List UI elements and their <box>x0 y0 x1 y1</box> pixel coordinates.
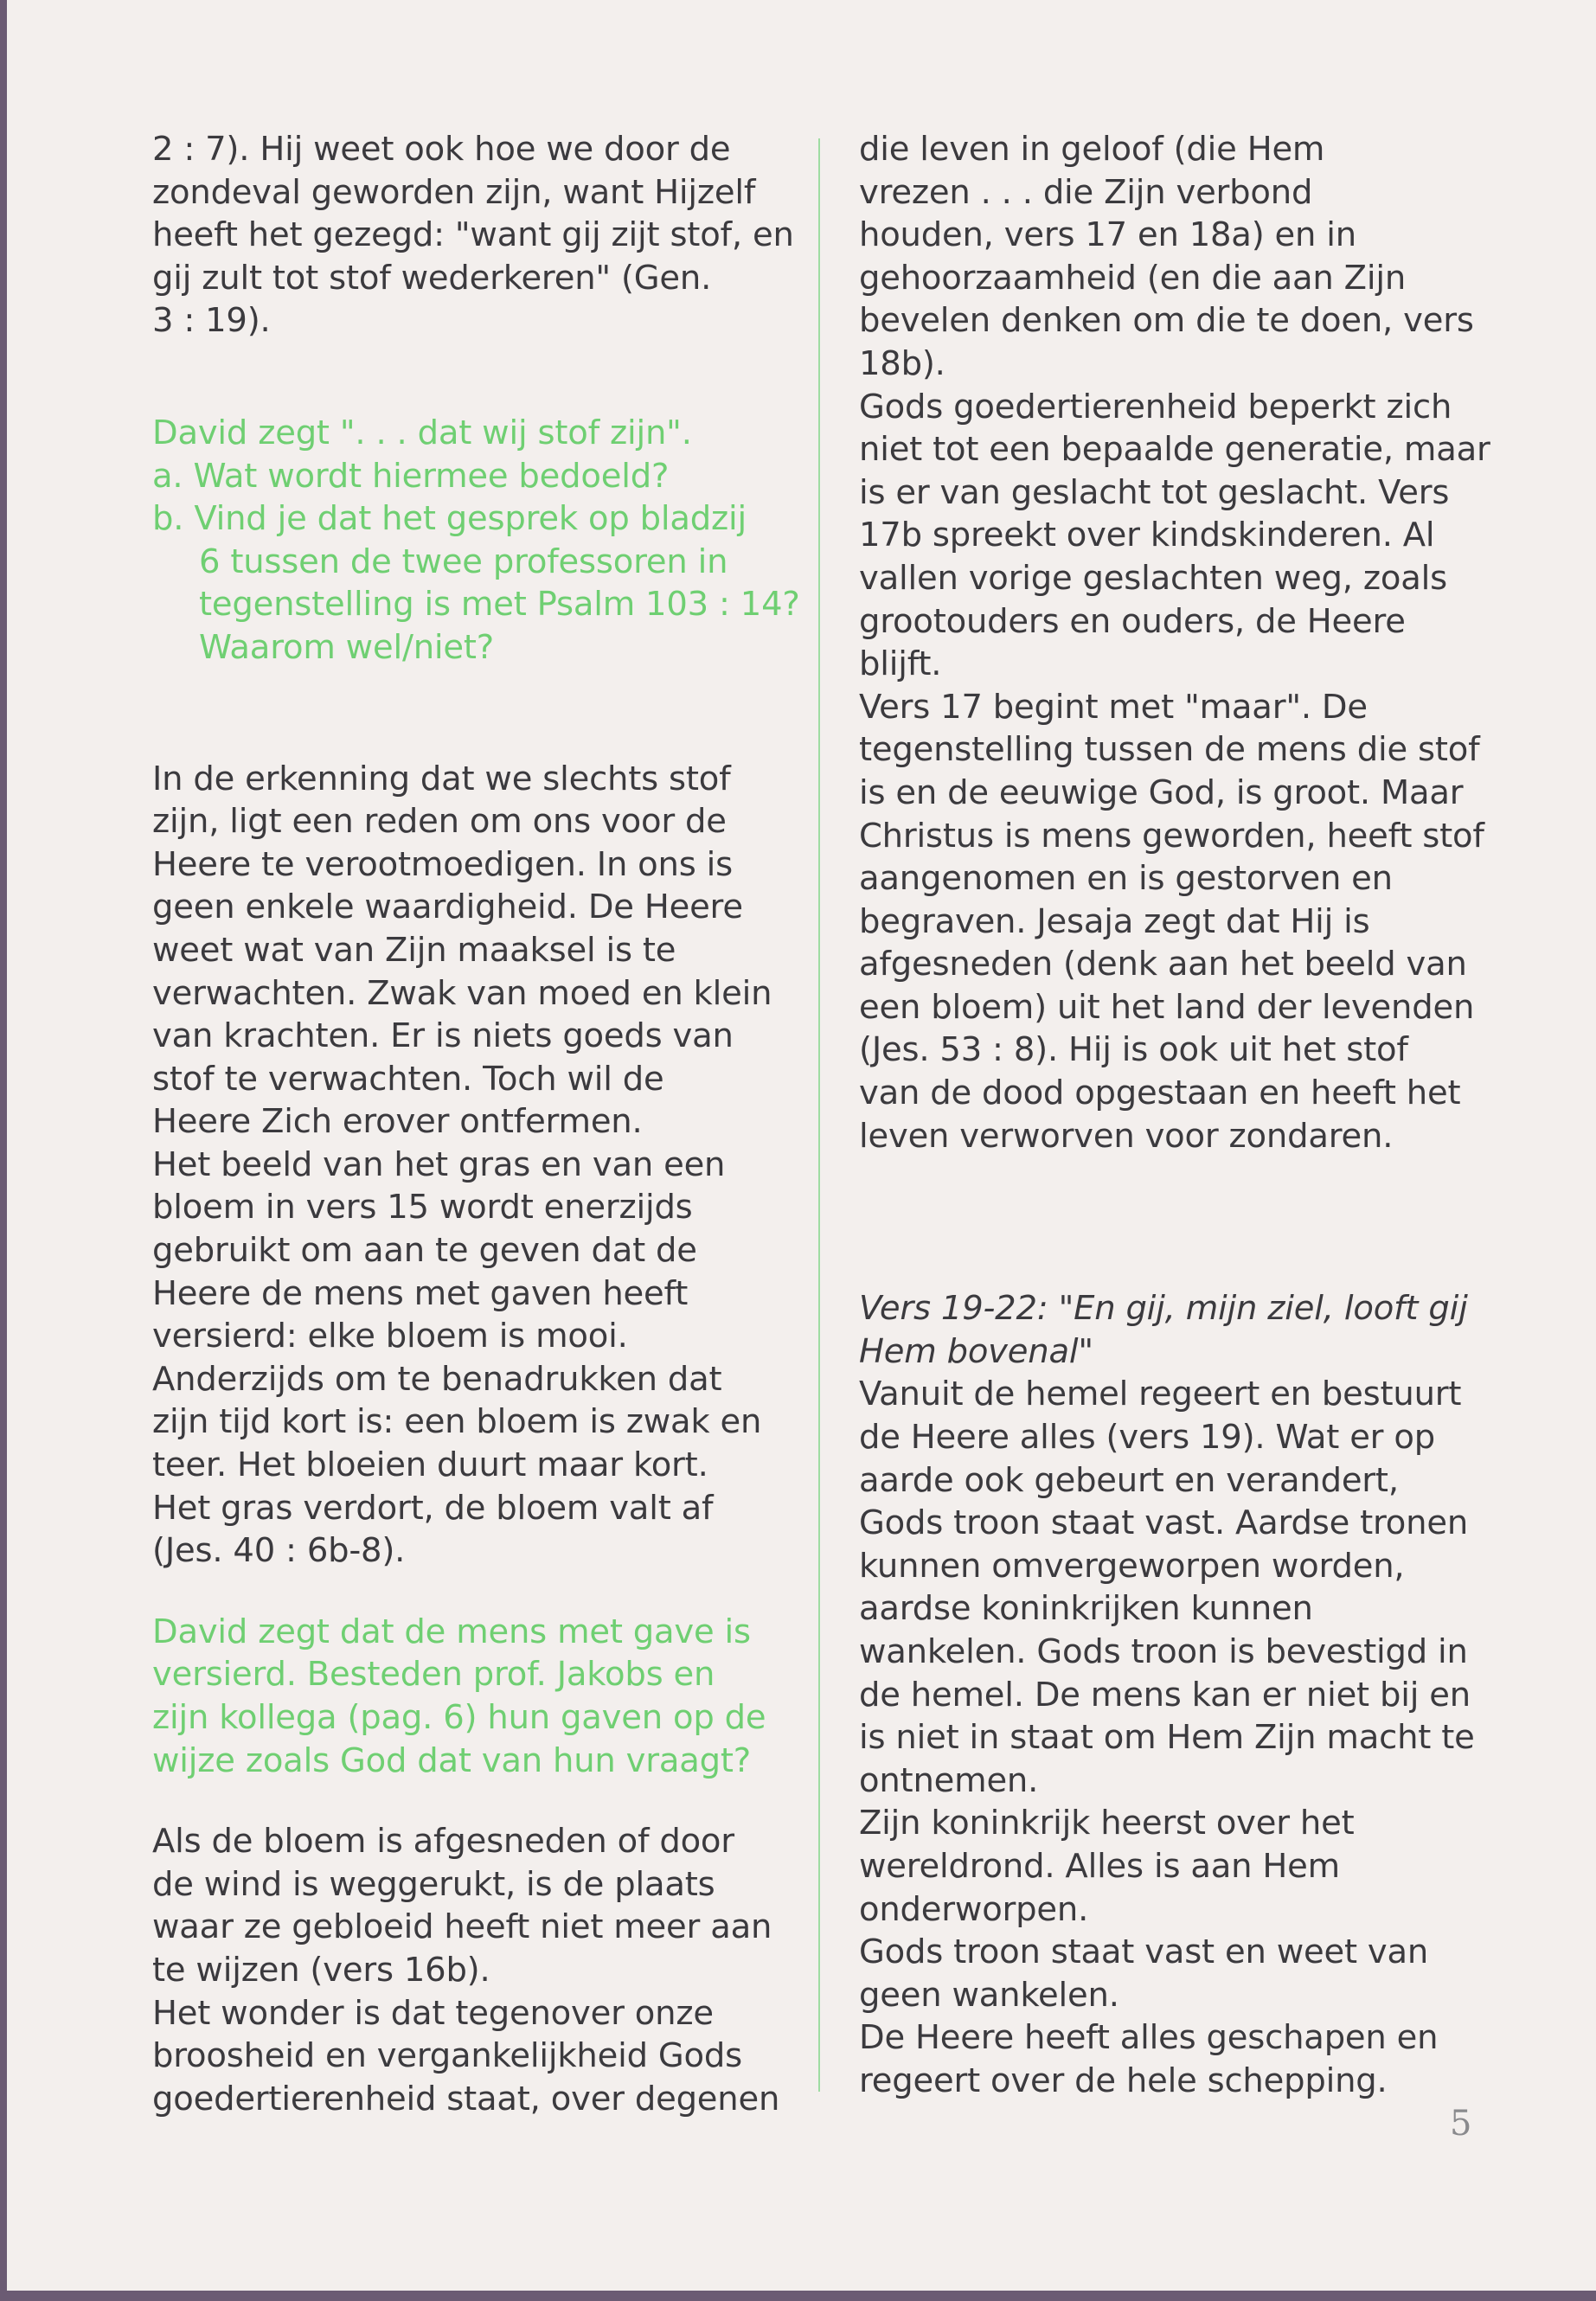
text-line: leven verworven voor zondaren. <box>859 1116 1394 1156</box>
text-line: van de dood opgestaan en heeft het <box>859 1074 1461 1113</box>
text-line: David zegt dat de mens met gave is <box>152 1612 751 1651</box>
text-line: onderworpen. <box>859 1889 1089 1929</box>
text-line: ontnemen. <box>859 1760 1039 1800</box>
text-line: houden, vers 17 en 18a) en in <box>859 215 1356 255</box>
text-line: versierd. Besteden prof. Jakobs en <box>152 1655 715 1695</box>
question-a: a. Wat wordt hiermee bedoeld? <box>152 456 670 496</box>
text-line: waar ze gebloeid heeft niet meer aan <box>152 1907 772 1947</box>
study-question-2 <box>152 1611 784 1782</box>
text-line: is er van geslacht tot geslacht. Vers <box>859 472 1450 512</box>
text-line: is en de eeuwige God, is groot. Maar <box>859 772 1464 812</box>
text-line: Gods troon staat vast en weet van <box>859 1932 1429 1972</box>
text-line: zondeval geworden zijn, want Hijzelf <box>152 172 756 212</box>
text-line: geen enkele waardigheid. De Heere <box>152 888 743 927</box>
text-line: Gods goedertierenheid beperkt zich <box>859 387 1452 426</box>
study-question-1 <box>152 412 800 670</box>
text-line: 3 : 19). <box>152 301 271 341</box>
text-line: wijze zoals God dat van hun vraagt? <box>152 1740 752 1780</box>
text-line: regeert over de hele schepping. <box>859 2061 1388 2100</box>
page-number: 5 <box>1450 2104 1472 2144</box>
text-line: Vanuit de hemel regeert en bestuurt <box>859 1375 1462 1414</box>
text-line: gehoorzaamheid (en die aan Zijn <box>859 258 1407 298</box>
question-b: b. Vind je dat het gesprek op bladzij <box>152 499 747 539</box>
text-line: Zijn koninkrijk heerst over het <box>859 1804 1355 1843</box>
text-line: In de erkenning dat we slechts stof <box>152 759 731 798</box>
text-line: die leven in geloof (die Hem <box>859 130 1325 169</box>
text-line: (Jes. 53 : 8). Hij is ook uit het stof <box>859 1030 1408 1070</box>
text-line: blijft. <box>859 644 942 684</box>
text-line: gebruikt om aan te geven dat de <box>152 1231 697 1271</box>
text-line: Christus is mens geworden, heeft stof <box>859 816 1484 856</box>
question-intro: David zegt ". . . dat wij stof zijn". <box>152 413 692 452</box>
text-line: teer. Het bloeien duurt maar kort. <box>152 1445 708 1485</box>
text-line: wankelen. Gods troon is bevestigd in <box>859 1632 1468 1671</box>
text-line: Vers 17 begint met "maar". De <box>859 687 1368 727</box>
text-line: Anderzijds om te benadrukken dat <box>152 1359 722 1399</box>
text-line: gij zult tot stof wederkeren" (Gen. <box>152 258 712 298</box>
text-line: Het gras verdort, de bloem valt af <box>152 1488 714 1528</box>
text-line: 17b spreekt over kindskinderen. Al <box>859 516 1435 555</box>
text-line: kunnen omvergeworpen worden, <box>859 1546 1405 1586</box>
text-line: Het beeld van het gras en van een <box>152 1144 726 1184</box>
text-line: vrezen . . . die Zijn verbond <box>859 172 1313 212</box>
text-line: wereldrond. Alles is aan Hem <box>859 1846 1340 1886</box>
right-column <box>859 128 1490 2103</box>
text-line: versierd: elke bloem is mooi. <box>152 1317 628 1356</box>
text-line: niet tot een bepaalde generatie, maar <box>859 430 1490 470</box>
text-line: te wijzen (vers 16b). <box>152 1950 490 1990</box>
left-paragraph-1 <box>152 128 794 343</box>
text-line: verwachten. Zwak van moed en klein <box>152 973 772 1013</box>
text-line: aangenomen en is gestorven en <box>859 859 1393 899</box>
text-line: bloem in vers 15 wordt enerzijds <box>152 1188 693 1227</box>
text-line: stof te verwachten. Toch wil de <box>152 1059 664 1099</box>
text-line: vallen vorige geslachten weg, zoals <box>859 558 1447 598</box>
text-line: Waarom wel/niet? <box>199 627 495 667</box>
left-paragraph-2 <box>152 758 784 1573</box>
text-line: 6 tussen de twee professoren in <box>199 542 728 581</box>
text-line: De Heere heeft alles geschapen en <box>859 2018 1439 2058</box>
text-line: zijn, ligt een reden om ons voor de <box>152 802 727 842</box>
text-line: grootouders en ouders, de Heere <box>859 601 1406 641</box>
heading-line: Vers 19-22: "En gij, mijn ziel, looft gij <box>859 1289 1468 1329</box>
text-line: aardse koninkrijken kunnen <box>859 1589 1313 1629</box>
right-paragraph-2 <box>859 1373 1482 2102</box>
text-line: geen wankelen. <box>859 1975 1119 2015</box>
text-line: goedertierenheid staat, over degenen <box>152 2079 780 2118</box>
text-line: de hemel. De mens kan er niet bij en <box>859 1675 1471 1715</box>
right-paragraph-1 <box>859 128 1490 1157</box>
text-line: Heere de mens met gaven heeft <box>152 1273 689 1313</box>
text-line: zijn tijd kort is: een bloem is zwak en <box>152 1402 762 1442</box>
text-line: Heere Zich erover ontfermen. <box>152 1102 643 1142</box>
text-line: Gods troon staat vast. Aardse tronen <box>859 1503 1469 1543</box>
document-page <box>7 0 1596 2291</box>
left-column <box>152 128 800 2120</box>
column-divider <box>818 138 820 2092</box>
text-line: 18b). <box>859 343 945 383</box>
text-line: Heere te verootmoedigen. In ons is <box>152 844 733 884</box>
text-line: zijn kollega (pag. 6) hun gaven op de <box>152 1698 766 1737</box>
text-line: Als de bloem is afgesneden of door <box>152 1822 734 1862</box>
text-line: van krachten. Er is niets goeds van <box>152 1016 734 1056</box>
text-line: weet wat van Zijn maaksel is te <box>152 930 676 970</box>
text-line: heeft het gezegd: "want gij zijt stof, en <box>152 215 794 255</box>
section-heading <box>859 1287 1482 1373</box>
text-line: de Heere alles (vers 19). Wat er op <box>859 1418 1435 1458</box>
text-line: een bloem) uit het land der levenden <box>859 987 1475 1027</box>
heading-line: Hem bovenal" <box>859 1331 1093 1371</box>
text-line: begraven. Jesaja zegt dat Hij is <box>859 901 1370 941</box>
text-line: de wind is weggerukt, is de plaats <box>152 1864 715 1904</box>
text-line: bevelen denken om die te doen, vers <box>859 301 1474 341</box>
text-line: tegenstelling is met Psalm 103 : 14? <box>199 585 800 625</box>
left-paragraph-3 <box>152 1820 784 2120</box>
text-line: broosheid en vergankelijkheid Gods <box>152 2036 742 2076</box>
text-line: 2 : 7). Hij weet ook hoe we door de <box>152 130 731 169</box>
text-line: Het wonder is dat tegenover onze <box>152 1993 714 2033</box>
text-line: tegenstelling tussen de mens die stof <box>859 730 1480 770</box>
text-line: afgesneden (denk aan het beeld van <box>859 945 1467 984</box>
text-line: (Jes. 40 : 6b-8). <box>152 1531 406 1571</box>
text-line: is niet in staat om Hem Zijn macht te <box>859 1718 1475 1758</box>
text-line: aarde ook gebeurt en verandert, <box>859 1460 1399 1500</box>
